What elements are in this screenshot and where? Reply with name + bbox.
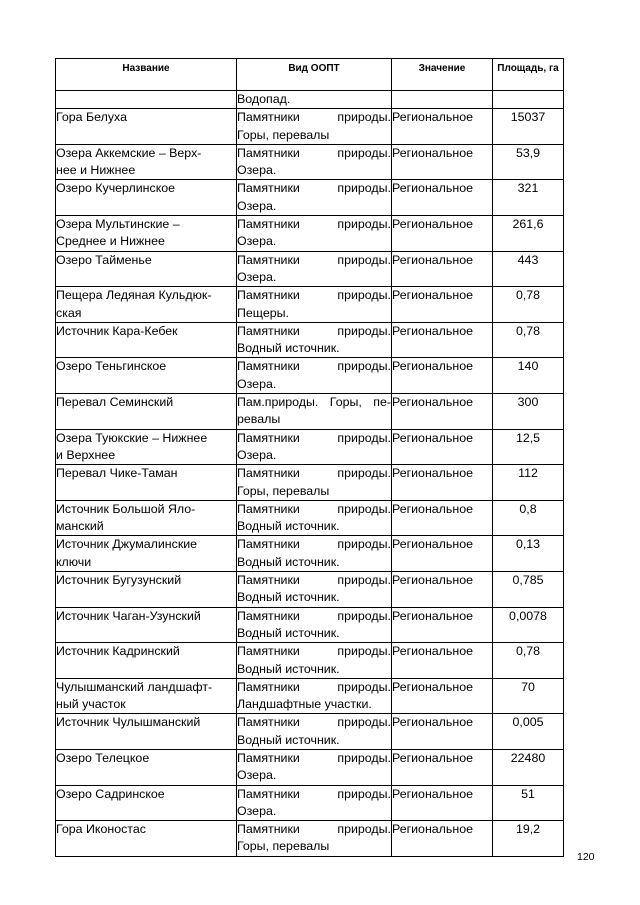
page-number: 120 (577, 851, 595, 863)
cell-significance: Региональное (392, 465, 493, 501)
cell-name-line: Источник Бугузунский (56, 573, 182, 588)
cell-type (237, 572, 392, 608)
cell-significance: Региональное (392, 500, 493, 536)
cell-type (237, 180, 392, 216)
cell-type-line: Памятники природы. (237, 679, 391, 694)
cell-name-line: Источник Чаган-Узунский (56, 608, 201, 623)
table-row (56, 572, 564, 608)
continuation-row (56, 91, 564, 109)
continuation-name-cell (56, 91, 237, 109)
cell-name-line: Озеро Кучерлинское (56, 181, 176, 196)
cell-significance: Региональное (392, 821, 493, 857)
cell-type-line: Памятники природы. (237, 323, 391, 338)
table-row (56, 251, 564, 287)
cell-name (56, 785, 237, 821)
cell-name (56, 714, 237, 750)
cell-area: 12,5 (493, 429, 564, 465)
table-row (56, 749, 564, 785)
cell-name (56, 144, 237, 180)
cell-name-line: ская (56, 305, 82, 320)
cell-type-line: Водный источник. (237, 661, 340, 676)
cell-name (56, 287, 237, 323)
cell-name-line: Среднее и Нижнее (56, 234, 165, 249)
cell-type-line: ревалы (237, 412, 281, 427)
cell-type-line: Памятники природы. (237, 430, 391, 445)
cell-significance: Региональное (392, 607, 493, 643)
cell-area: 0,005 (493, 714, 564, 750)
cell-name-line: Озеро Садринское (56, 786, 165, 801)
cell-name (56, 322, 237, 358)
cell-type-line: Озера. (237, 198, 277, 213)
cell-name-line: Гора Белуха (56, 110, 127, 125)
table-row (56, 180, 564, 216)
cell-area: 321 (493, 180, 564, 216)
cell-type (237, 536, 392, 572)
cell-type-line: Горы, перевалы (237, 127, 330, 142)
table-row (56, 287, 564, 323)
cell-type-line: Памятники природы. (237, 573, 391, 588)
cell-name (56, 749, 237, 785)
cell-type-line: Памятники природы. (237, 715, 391, 730)
cell-significance: Региональное (392, 572, 493, 608)
table-row (56, 144, 564, 180)
cell-area: 0,785 (493, 572, 564, 608)
cell-type-line: Памятники природы. (237, 501, 391, 516)
cell-name (56, 465, 237, 501)
cell-type (237, 678, 392, 714)
cell-type-line: Водный источник. (237, 590, 340, 605)
table-row (56, 109, 564, 145)
table-row (56, 785, 564, 821)
cell-type-line: Памятники природы. (237, 145, 391, 160)
table-row (56, 465, 564, 501)
cell-type-line: Памятники природы. (237, 644, 391, 659)
cell-type-line: Озера. (237, 803, 277, 818)
cell-type-line: Пещеры. (237, 305, 289, 320)
cell-type-line: Водный источник. (237, 732, 340, 747)
cell-area: 0,78 (493, 643, 564, 679)
table-row (56, 500, 564, 536)
cell-area: 0,13 (493, 536, 564, 572)
cell-name (56, 607, 237, 643)
cell-name-line: Озеро Телецкое (56, 750, 150, 765)
table-row (56, 322, 564, 358)
cell-type-line: Озера. (237, 768, 277, 783)
header-name: Название (56, 59, 237, 91)
cell-type (237, 749, 392, 785)
cell-type-line: Пам.природы. Горы, пе- (237, 395, 391, 410)
cell-type-line: Памятники природы. (237, 288, 391, 303)
cell-name (56, 536, 237, 572)
cell-type-line: Озера. (237, 234, 277, 249)
continuation-significance-cell (392, 91, 493, 109)
cell-name-line: ный участок (56, 697, 126, 712)
header-type: Вид ООПТ (237, 59, 392, 91)
cell-type (237, 465, 392, 501)
table-row (56, 607, 564, 643)
cell-name-line: Озера Аккемские – Верх- (56, 145, 202, 160)
cell-significance: Региональное (392, 287, 493, 323)
cell-type-line: Озера. (237, 376, 277, 391)
cell-type (237, 821, 392, 857)
cell-name (56, 821, 237, 857)
table-row (56, 678, 564, 714)
cell-significance: Региональное (392, 180, 493, 216)
cell-name (56, 109, 237, 145)
protected-areas-table (55, 58, 564, 857)
table-row (56, 429, 564, 465)
cell-name-line: Чулышманский ландшафт- (56, 679, 213, 694)
cell-area: 300 (493, 394, 564, 430)
cell-significance: Региональное (392, 251, 493, 287)
cell-area: 22480 (493, 749, 564, 785)
cell-type (237, 144, 392, 180)
cell-name-line: ключи (56, 554, 92, 569)
cell-name (56, 643, 237, 679)
cell-type (237, 322, 392, 358)
cell-type-line: Водный источник. (237, 625, 340, 640)
cell-type-line: Памятники природы. (237, 466, 391, 481)
cell-type (237, 500, 392, 536)
cell-name (56, 251, 237, 287)
cell-name-line: Озера Мультинские – (56, 217, 180, 232)
cell-significance: Региональное (392, 678, 493, 714)
cell-type-line: Памятники природы. (237, 181, 391, 196)
cell-name-line: Перевал Семинский (56, 395, 174, 410)
cell-area: 53,9 (493, 144, 564, 180)
cell-significance: Региональное (392, 714, 493, 750)
cell-name (56, 572, 237, 608)
cell-area: 70 (493, 678, 564, 714)
cell-significance: Региональное (392, 643, 493, 679)
cell-area: 19,2 (493, 821, 564, 857)
cell-name-line: Перевал Чике-Таман (56, 466, 178, 481)
table-header-row (56, 59, 564, 91)
continuation-area-cell (493, 91, 564, 109)
cell-significance: Региональное (392, 536, 493, 572)
cell-name-line: Источник Кадринский (56, 644, 180, 659)
table-row (56, 394, 564, 430)
cell-type-line: Памятники природы. (237, 786, 391, 801)
cell-name-line: Озеро Тайменье (56, 252, 152, 267)
cell-name (56, 180, 237, 216)
cell-name (56, 500, 237, 536)
cell-type-line: Памятники природы. (237, 608, 391, 623)
continuation-type-cell: Водопад. (237, 91, 392, 109)
cell-type (237, 287, 392, 323)
cell-type-line: Горы, перевалы (237, 483, 330, 498)
cell-name-line: Источник Чулышманский (56, 715, 201, 730)
cell-name-line: Источник Большой Яло- (56, 501, 196, 516)
cell-area: 15037 (493, 109, 564, 145)
cell-significance: Региональное (392, 109, 493, 145)
cell-type-line: Памятники природы. (237, 252, 391, 267)
cell-name-line: Источник Кара-Кебек (56, 323, 178, 338)
cell-area: 0,8 (493, 500, 564, 536)
cell-name-line: Озеро Теньгинское (56, 359, 167, 374)
header-significance: Значение (392, 59, 493, 91)
cell-area: 112 (493, 465, 564, 501)
header-area: Площадь, га (493, 59, 564, 91)
table-body (56, 91, 564, 857)
cell-type (237, 216, 392, 252)
cell-type-line: Памятники природы. (237, 110, 391, 125)
cell-name (56, 394, 237, 430)
cell-name-line: Источник Джумалинские (56, 537, 198, 552)
cell-name (56, 216, 237, 252)
cell-type-line: Памятники природы. (237, 537, 391, 552)
cell-area: 0,0078 (493, 607, 564, 643)
cell-area: 0,78 (493, 287, 564, 323)
cell-type-line: Памятники природы. (237, 822, 391, 837)
cell-significance: Региональное (392, 358, 493, 394)
table-row (56, 714, 564, 750)
cell-area: 261,6 (493, 216, 564, 252)
cell-significance: Региональное (392, 322, 493, 358)
cell-type (237, 785, 392, 821)
cell-significance: Региональное (392, 216, 493, 252)
table-row (56, 821, 564, 857)
cell-name (56, 678, 237, 714)
cell-area: 51 (493, 785, 564, 821)
cell-significance: Региональное (392, 785, 493, 821)
cell-significance: Региональное (392, 394, 493, 430)
table-row (56, 536, 564, 572)
cell-type (237, 109, 392, 145)
cell-type-line: Памятники природы. (237, 359, 391, 374)
cell-type-line: Озера. (237, 447, 277, 462)
cell-name-line: и Верхнее (56, 447, 116, 462)
cell-type-line: Озера. (237, 269, 277, 284)
cell-type-line: Памятники природы. (237, 217, 391, 232)
cell-type (237, 607, 392, 643)
cell-name-line: Озера Туюкские – Нижнее (56, 430, 208, 445)
cell-significance: Региональное (392, 144, 493, 180)
cell-type (237, 358, 392, 394)
cell-type-line: Ландшафтные участки. (237, 697, 372, 712)
cell-significance: Региональное (392, 429, 493, 465)
cell-type-line: Горы, перевалы (237, 839, 330, 854)
cell-area: 140 (493, 358, 564, 394)
cell-type-line: Водный источник. (237, 341, 340, 356)
table-row (56, 358, 564, 394)
cell-name-line: Гора Иконостас (56, 822, 146, 837)
cell-type (237, 643, 392, 679)
cell-area: 0,78 (493, 322, 564, 358)
cell-name-line: нее и Нижнее (56, 163, 136, 178)
cell-type (237, 394, 392, 430)
cell-name-line: Пещера Ледяная Кульдюк- (56, 288, 212, 303)
table-row (56, 216, 564, 252)
cell-name (56, 429, 237, 465)
cell-area: 443 (493, 251, 564, 287)
cell-type-line: Озера. (237, 163, 277, 178)
cell-significance: Региональное (392, 749, 493, 785)
cell-name-line: манский (56, 519, 104, 534)
cell-type (237, 714, 392, 750)
cell-type (237, 429, 392, 465)
cell-type (237, 251, 392, 287)
cell-type-line: Памятники природы. (237, 750, 391, 765)
table-row (56, 643, 564, 679)
cell-type-line: Водный источник. (237, 554, 340, 569)
cell-name (56, 358, 237, 394)
cell-type-line: Водный источник. (237, 519, 340, 534)
